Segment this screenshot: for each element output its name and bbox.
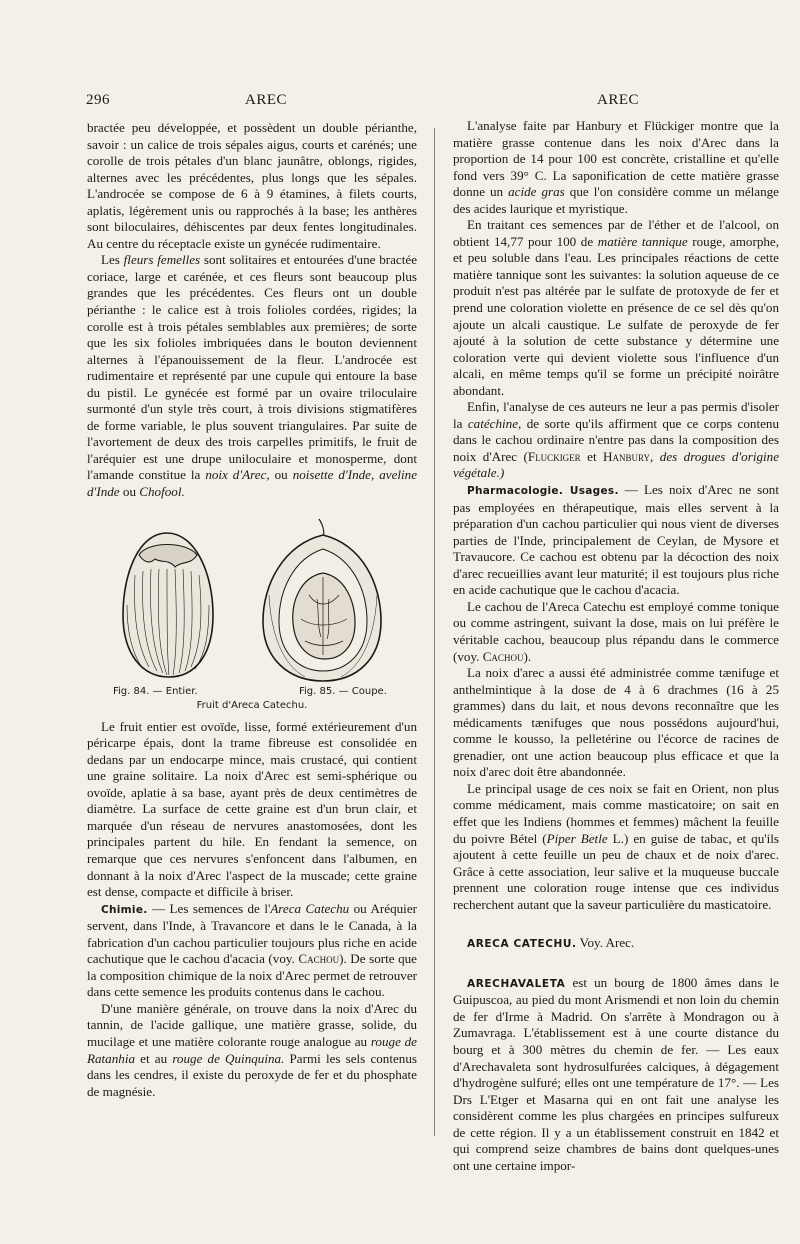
caption-figure-title: Fruit d'Areca Catechu. <box>196 699 308 711</box>
paragraph-catechine: Enfin, l'analyse de ces auteurs ne leur a pas permis d'isoler la catéchine, de sorte qu'ils affirment que ce corps contenu dans le cachou ordinaire n'entre pas dans la composition des noix d'Arec (Fluckiger et Hanbury, des drogues d'origine végétale.) <box>453 399 780 481</box>
fruit-illustrations <box>87 515 417 685</box>
caption-fig-85: Fig. 85. — Coupe. <box>299 685 387 697</box>
paragraph-analysis: L'analyse faite par Hanbury et Flückiger montre que la matière grasse contenue dans les noix d'Arec dans la proportion de 14 pour 100 est concrète, cristalline et qu'elle fond vers 39° C. La saponification de cette matière grasse donne un acide gras que l'on considère comme un mélange des acides laurique et myristique. <box>453 118 779 216</box>
running-header <box>0 92 800 114</box>
fig-84-whole-fruit <box>123 533 213 677</box>
running-title-right: AREC <box>597 92 640 108</box>
paragraph-taenifuge: La noix d'arec a aussi été administrée comme tænifuge et anthelmintique à la dose de 4 à 6 drachmes (16 à 25 grammes) dans du lait, et nous devons reconnaître que les médicaments tænifuges que nous possédons aujourd'hui, comme le kousso, la pelletérine ou l'écorce de racines de grenadier, ont une action beaucoup plus efficace et que la noix d'arec doit être abandonnée. <box>453 665 779 780</box>
paragraph-flower-description: bractée peu développée, et possèdent un double périanthe, savoir : un calice de trois sépales aigus, courts et carénés; une corolle de trois pétales d'un blanc jaunâtre, oblongs, rigides, alternes avec les précédentes, plus longs que les sépales. L'androcée se compose de 6 à 9 étamines, à filets courts, aplatis, légèrement unis ou rapprochés à la base; les anthères sont biloculaires, déhiscentes par deux fentes longitudinales. Au centre du réceptacle existe un gynécée rudimentaire. <box>87 120 417 251</box>
running-title-left: AREC <box>245 92 288 108</box>
right-column <box>453 118 779 1174</box>
left-column <box>87 120 417 1100</box>
fig-85-section <box>263 519 381 681</box>
page-number: 296 <box>86 92 110 108</box>
paragraph-tannic-matter: En traitant ces semences par de l'éther et de l'alcool, on obtient 14,77 pour 100 de matière tannique rouge, amorphe, et peu soluble dans l'eau. Les principales réactions de cette matière tannique sont les suivantes: la solution aqueuse de ce produit n'est pas altérée par le sulfate de protoxyde de fer et prend une coloration violette en présence de ce sel dès qu'on ajoute un alcali caustique. Le sulfate de peroxyde de fer ajouté à la solution de cette substance y détermine une coloration verte qui devient violette sous l'influence d'un alcali, en même temps qu'il se forme un précipité noirâtre abondant. <box>453 217 780 398</box>
column-divider <box>434 128 435 1136</box>
paragraph-masticatoire: Le principal usage de ces noix se fait en Orient, non plus comme médicament, mais comme masticatoire; on sait en effet que les Indiens (hommes et femmes) mâchent la feuille du poivre Bétel (Piper Betle L.) en guise de tabac, et qu'ils ajoutent à cette feuille un peu de chaux et de noix d'arec. Grâce à cette association, leur salive et la muqueuse buccale prennent une coloration rouge intense que ces individus recherchent autant que la saveur particulière du masticatoire. <box>453 780 779 912</box>
paragraph-composition: D'une manière générale, on trouve dans la noix d'Arec du tannin, de l'acide gallique, une matière grasse, solide, du mucilage et une matière colorante rouge analogue au rouge de Ratanhia et au rouge de Quinquina. Parmi les sels contenus dans les cendres, il existe du peroxyde de fer et du phosphate de magnésie. <box>87 1000 417 1099</box>
paragraph-fruit-description: Le fruit entier est ovoïde, lisse, formé extérieurement d'un péricarpe épais, dont la trame fibreuse est consolidée en dedans par un endocarpe mince, mais crustacé, qui contient une graine solitaire. La noix d'Arec est semi-sphérique ou ovoïde, aplatie à sa base, ayant près de deux centimètres de diamètre. La surface de cette graine est d'un brun clair, et marquée d'un réseau de nervures anastomosées, dont les principales partent du hile. En fendant la semence, on remarque que ces nervures s'enfoncent dans l'albumen, en donnant à la noix d'Arec l'aspect de la muscade; cette graine est dense, compacte et difficile à briser. <box>87 718 417 900</box>
paragraph-tonic-use: Le cachou de l'Areca Catechu est employé comme tonique ou comme astringent, suivant la dose, mais on lui préfère le véritable cachou, beaucoup plus répandu dans le commerce (voy. Cachou). <box>453 598 779 664</box>
paragraph-pharmacologie: Pharmacologie. Usages. — Les noix d'Arec ne sont pas employées en thérapeutique, mais elles servent à la préparation d'un cachou particulier qui nous vient de diverses parties de l'Inde, principalement de Ceylan, de Mysore et Travaucore. Ce cachou est obtenu par la décoction des noix d'arec recueillies avant leur maturité; il est toujours plus riche en acide cachutique que le cachou d'acacia. <box>453 482 779 598</box>
caption-fig-84: Fig. 84. — Entier. <box>113 685 198 697</box>
entry-arechavaleta: ARECHAVALETA est un bourg de 1800 âmes dans le Guipuscoa, au pied du mont Arismendi et non loin du chemin de fer d'Irme à Madrid. On s'arrête à Mondragon ou à Zumavraga. L'établissement est à une courte distance du bourg et à 300 mètres du chemin de fer. — Les eaux d'Arechavaleta sont hydrosulfurées calciques, à dégagement d'hydrogène sulfuré; elles ont une température de 17°. — Les Drs L'Etger et Masarna qui en ont fait une analyse les considèrent comme les plus chargées en principes sulfureux de cette région. Il y a un établissement construit en 1842 et qui comprend seize chambres de bains dont quelques-unes ont une certaine impor- <box>453 974 779 1173</box>
figure-areca-fruit <box>87 515 417 713</box>
paragraph-chimie: Chimie. — Les semences de l'Areca Catechu ou Aréquier servent, dans l'Inde, à Travancore et dans le le Canada, à la fabrication d'un cachou particulier toujours plus riche en acide cachutique que le cachou d'acacia (voy. Cachou). De sorte que la composition chimique de la noix d'Arec permet de retrouver dans cette semence les produits contenus dans le cachou. <box>87 900 417 1000</box>
entry-areca-catechu: ARECA CATECHU. Voy. Arec. <box>467 935 635 951</box>
paragraph-female-flowers: Les fleurs femelles sont solitaires et entourées d'une bractée coriace, large et carénée, et ces fleurs sont beaucoup plus grandes que les précédentes. Ces fleurs ont un double périanthe : le calice est à trois folioles cordées, rigides; la corolle est à trois pétales semblables aux premières; de sorte que les six folioles imbriquées dans le bouton deviennent alternes à l'épanouissement de la fleur. L'androcée est rudimentaire et représenté par une cupule qui entoure la base du pistil. Le gynécée est formé par un ovaire triloculaire surmonté d'un style très court, à trois divisions stigmatifères de forme variable, le plus souvent triangulaires. Par suite de l'avortement de deux des trois carpelles primitifs, le fruit de l'aréquier est une drupe uniloculaire et monosperme, dont l'amande constitue la noix d'Arec, ou noisette d'Inde, aveline d'Inde ou Chofool. <box>87 252 418 500</box>
